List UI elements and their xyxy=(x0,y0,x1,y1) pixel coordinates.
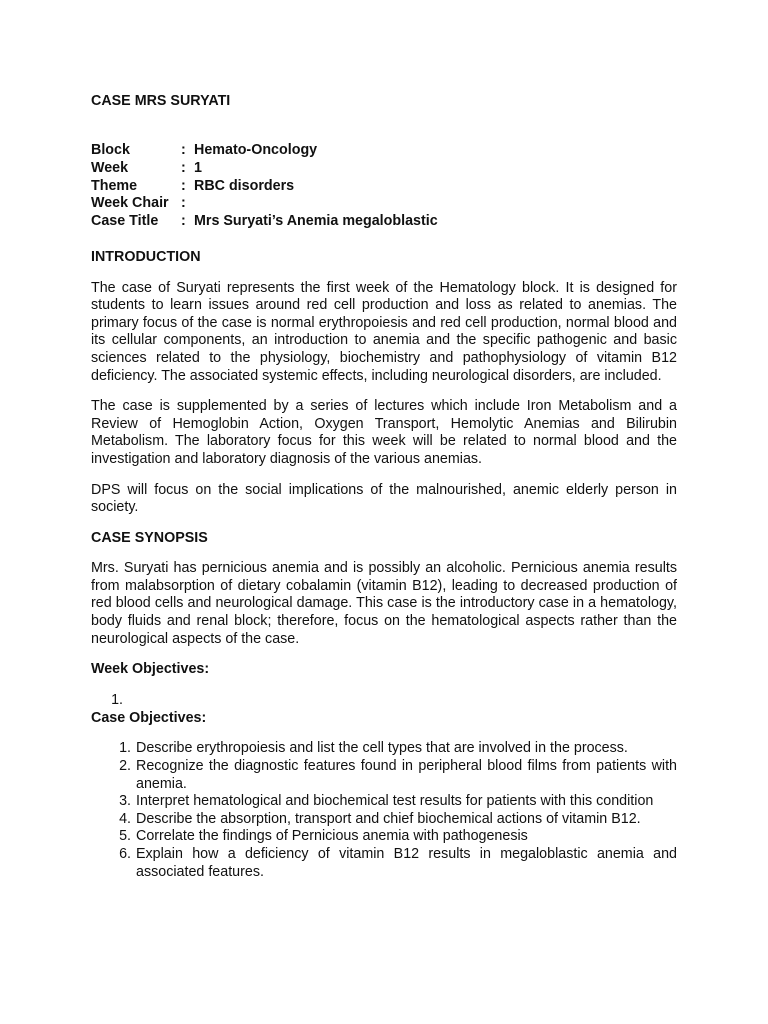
meta-row-block xyxy=(91,142,438,160)
meta-value xyxy=(194,195,438,213)
meta-row-week xyxy=(91,160,438,178)
meta-key: Case Title xyxy=(91,213,159,230)
week-objective-item xyxy=(127,692,677,710)
meta-separator: : xyxy=(181,195,186,212)
introduction-paragraph-2: The case is supplemented by a series of lectures which include Iron Metabolism and a Review of Hemoglobin Action, Oxygen Transport, Hemolytic Anemias and Bilirubin Metabolism. The laboratory focus for this week will be related to normal blood and the investigation and laboratory diagnosis of the various anemias. xyxy=(91,398,677,467)
introduction-paragraph-1: The case of Suryati represents the first week of the Hematology block. It is designed for students to learn issues around red cell production and loss as related to anemias. The primary focus of the case is normal erythropoiesis and red cell production, normal blood and its cellular components, an introduction to anemia and the specific pathogenic and basic sciences related to the physiology, biochemistry and pathophysiology of vitamin B12 deficiency. The associated systemic effects, including neurological disorders, are included. xyxy=(91,279,677,384)
case-objective-item: 1. Describe erythropoiesis and list the cell types that are involved in the process. xyxy=(135,740,677,758)
case-meta-table xyxy=(91,142,438,231)
meta-row-theme xyxy=(91,178,438,196)
case-objective-item: 6. Explain how a deficiency of vitamin B12 results in megaloblastic anemia and associated features. xyxy=(135,846,677,881)
case-objective-item: 2. Recognize the diagnostic features found in peripheral blood films from patients with anemia. xyxy=(135,758,677,793)
case-objective-item: 3. Interpret hematological and biochemical test results for patients with this condition xyxy=(135,793,677,811)
meta-separator: : xyxy=(181,142,186,158)
meta-key: Week Chair xyxy=(91,195,169,212)
introduction-paragraph-3: DPS will focus on the social implications of the malnourished, anemic elderly person in society. xyxy=(91,481,677,516)
case-objective-item: 5. Correlate the findings of Pernicious anemia with pathogenesis xyxy=(135,828,677,846)
week-objectives-list xyxy=(91,692,677,710)
document-title: CASE MRS SURYATI xyxy=(91,93,231,109)
meta-key: Theme xyxy=(91,177,138,194)
meta-key: Week xyxy=(91,159,129,176)
case-objective-item: 4. Describe the absorption, transport and chief biochemical actions of vitamin B12. xyxy=(135,811,677,829)
week-objectives-heading: Week Objectives: xyxy=(91,661,210,678)
case-objectives-heading: Case Objectives: xyxy=(91,709,207,726)
document-page xyxy=(91,93,677,881)
meta-value: 1 xyxy=(194,159,202,176)
meta-value: Mrs Suryati’s Anemia megaloblastic xyxy=(194,213,438,230)
synopsis-paragraph: Mrs. Suryati has pernicious anemia and is possibly an alcoholic. Pernicious anemia results from malabsorption of dietary cobalamin (vitamin B12), leading to decreased production of red blood cells and neurological damage. This case is the introductory case in a hematology, body fluids and renal block; therefore, focus on the hematological aspects rather than the neurological aspects of the case. xyxy=(91,560,677,647)
meta-key: Block xyxy=(91,142,130,158)
meta-value: RBC disorders xyxy=(194,177,295,194)
meta-value: Hemato-Oncology xyxy=(194,142,318,158)
synopsis-heading: CASE SYNOPSIS xyxy=(91,529,208,546)
meta-row-case-title xyxy=(91,213,438,231)
meta-separator: : xyxy=(181,213,186,230)
meta-row-week-chair xyxy=(91,195,438,213)
case-objectives-list xyxy=(91,740,677,881)
meta-separator: : xyxy=(181,159,186,176)
introduction-heading: INTRODUCTION xyxy=(91,248,201,265)
meta-separator: : xyxy=(181,177,186,194)
